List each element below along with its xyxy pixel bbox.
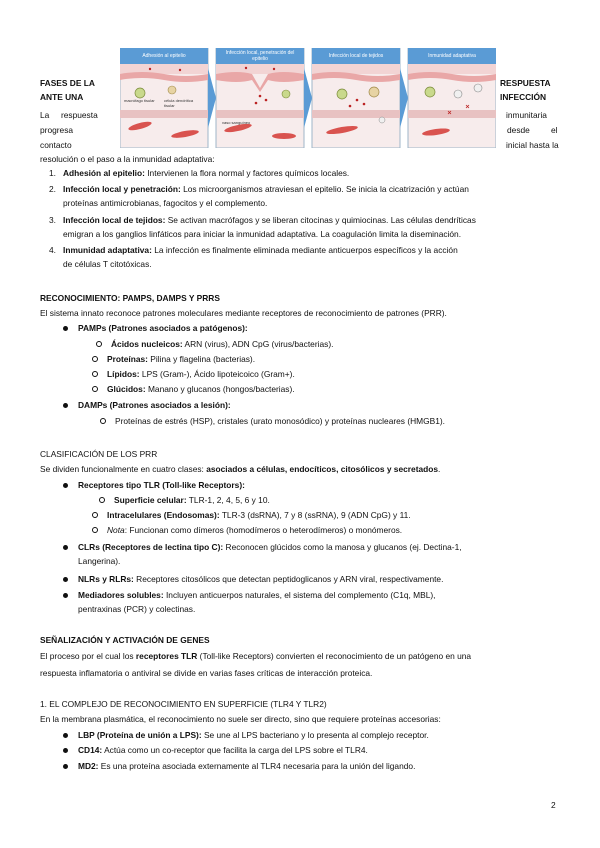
phase-2-number: 2. <box>49 184 56 194</box>
panel-4 <box>408 48 496 148</box>
intro-right-4a: desde <box>507 125 530 135</box>
circle-bullet-icon <box>92 371 98 377</box>
tlr-label: Receptores tipo TLR (Toll-like Receptors): <box>78 480 245 490</box>
circle-bullet-icon <box>100 418 106 424</box>
damps-subitem-1 <box>115 414 445 428</box>
cd14-item <box>78 743 368 757</box>
bullet-icon <box>63 577 68 582</box>
phase-item-4 <box>49 243 563 271</box>
section-3-subintro: En la membrana plasmática, el reconocimiento no suele ser directo, sino que requiere proteínas accesorias: <box>40 714 441 724</box>
md2-text: Es una proteína asociada externamente al TLR4 necesaria para la unión del ligando. <box>98 761 416 771</box>
section-1-intro: El sistema innato reconoce patrones moleculares mediante receptores de reconocimiento de patrones (PRR). <box>40 308 447 318</box>
phase-3-text: Se activan macrófagos y se liberan citocinas y quimiocinas. Las células dendríticas <box>165 215 476 225</box>
nlr-text: Receptores citosólicos que detectan peptidoglicanos y ARN viral, respectivamente. <box>133 574 444 584</box>
pamps-subitem-1-text: ARN (virus), ADN CpG (virus/bacterias). <box>182 339 334 349</box>
phase-item-1 <box>49 166 563 180</box>
bullet-icon <box>63 403 68 408</box>
intro-right-2: INFECCIÓN <box>500 92 547 102</box>
md2-label: MD2: <box>78 761 99 771</box>
pamps-subitem-2-text: Pilina y flagelina (bacterias). <box>147 354 256 364</box>
section-2-heading: CLASIFICACIÓN DE LOS PRR <box>40 449 158 459</box>
bullet-icon <box>63 483 68 488</box>
intro-left-3: La respuesta <box>40 110 98 120</box>
clr-item <box>78 540 568 568</box>
pamps-subitem-4-label: Glúcidos: <box>107 384 146 394</box>
infection-phases-figure <box>120 48 496 148</box>
circle-bullet-icon <box>92 512 98 518</box>
phase-2-title: Infección local y penetración: <box>63 184 181 194</box>
phase-4-title: Inmunidad adaptativa: <box>63 245 152 255</box>
section-3-p1-rest: (Toll-like Receptors) convierten el reconocimiento de un patógeno en una <box>197 651 472 661</box>
circle-bullet-icon <box>92 386 98 392</box>
pamps-subitem-3-label: Lípidos: <box>107 369 140 379</box>
intro-left-4: progresa <box>40 125 74 135</box>
phase-2-text: Los microorganismos atraviesan el epitelio. Se inicia la cicatrización y actúan <box>180 184 469 194</box>
circle-bullet-icon <box>92 356 98 362</box>
intro-right-1: RESPUESTA <box>500 78 551 88</box>
bullet-icon <box>63 326 68 331</box>
lbp-item <box>78 728 429 742</box>
section-3-p1-bold: receptores TLR <box>135 651 198 661</box>
pamps-subitem-4-text: Manano y glucanos (hongos/bacterias). <box>145 384 295 394</box>
tlr-subitem-1-text: TLR-1, 2, 4, 5, 6 y 10. <box>186 495 270 505</box>
phase-3-title: Infección local de tejidos: <box>63 215 166 225</box>
section-2-intro-text: Se dividen funcionalmente en cuatro clases: <box>40 464 207 474</box>
bullet-icon <box>63 748 68 753</box>
intro-line-6: resolución o el paso a la inmunidad adaptativa: <box>40 154 215 164</box>
pamps-subitem-2-label: Proteínas: <box>107 354 148 364</box>
intro-right-3: inmunitaria <box>506 110 547 120</box>
section-3-heading: SEÑALIZACIÓN Y ACTIVACIÓN DE GENES <box>40 635 210 645</box>
pamps-subitem-3 <box>107 367 295 381</box>
panel-2-title: Infección local, penetración del epitelio <box>216 48 304 64</box>
pamps-subitem-3-text: LPS (Gram-), Ácido lipoteicoico (Gram+). <box>139 369 295 379</box>
phase-4-cont: de células T citotóxicas. <box>63 259 152 269</box>
phase-3-number: 3. <box>49 215 56 225</box>
tlr-item <box>78 478 245 492</box>
cd14-label: CD14: <box>78 745 103 755</box>
panel-1 <box>120 48 208 148</box>
nlr-item <box>78 572 443 586</box>
tlr-subitem-2 <box>107 508 411 522</box>
page-number: 2 <box>551 800 556 810</box>
md2-item <box>78 759 415 773</box>
pamps-label: PAMPs (Patrones asociados a patógenos): <box>78 323 248 333</box>
section-3-subheading: 1. EL COMPLEJO DE RECONOCIMIENTO EN SUPERFICIE (TLR4 Y TLR2) <box>40 699 327 709</box>
intro-right-5: inicial hasta la <box>506 140 559 150</box>
phase-3-cont: emigran a los ganglios linfáticos para iniciar la inmunidad adaptativa. La coagulación limita la diseminación. <box>63 229 462 239</box>
section-2-intro <box>40 462 440 476</box>
circle-bullet-icon <box>92 527 98 533</box>
tlr-subitem-1 <box>114 493 270 507</box>
panel-3 <box>312 48 400 148</box>
panel-4-title: Inmunidad adaptativa <box>408 48 496 64</box>
cd14-text: Actúa como un co-receptor que facilita la carga del LPS sobre el TLR4. <box>102 745 368 755</box>
circle-bullet-icon <box>99 497 105 503</box>
clr-label: CLRs (Receptores de lectina tipo C): <box>78 542 224 552</box>
clr-text: Reconocen glúcidos como la manosa y glucanos (ej. Dectina-1, <box>223 542 462 552</box>
tlr-subitem-3-note: Nota <box>107 525 125 535</box>
clr-cont: Langerina). <box>78 556 121 566</box>
intro-left-5: contacto <box>40 140 72 150</box>
mediators-item <box>78 588 568 616</box>
tlr-subitem-3-text: : Funcionan como dímeros (homodímeros o heterodímeros) o monómeros. <box>124 525 403 535</box>
tlr-subitem-2-text: TLR-3 (dsRNA), 7 y 8 (ssRNA), 9 (ADN CpG) y 11. <box>219 510 411 520</box>
tlr-subitem-3 <box>107 523 402 537</box>
section-1-heading: RECONOCIMIENTO: PAMPS, DAMPS Y PRRS <box>40 293 220 303</box>
tlr-subitem-2-label: Intracelulares (Endosomas): <box>107 510 220 520</box>
bullet-icon <box>63 593 68 598</box>
circle-bullet-icon <box>96 341 102 347</box>
lbp-text: Se une al LPS bacteriano y lo presenta al complejo receptor. <box>201 730 429 740</box>
nlr-label: NLRs y RLRs: <box>78 574 134 584</box>
bullet-icon <box>63 545 68 550</box>
section-2-intro-bold: asociados a células, endocíticos, citosólicos y secretados <box>206 464 439 474</box>
bullet-icon <box>63 733 68 738</box>
pamps-subitem-1 <box>111 337 333 351</box>
section-2-intro-end: . <box>438 464 441 474</box>
damps-item <box>78 398 231 412</box>
mediators-text: Incluyen anticuerpos naturales, el sistema del complemento (C1q, MBL), <box>163 590 436 600</box>
pamps-subitem-1-label: Ácidos nucleicos: <box>111 339 183 349</box>
intro-left-2: ANTE UNA <box>40 92 84 102</box>
section-3-p1-start: El proceso por el cual los <box>40 651 136 661</box>
phase-item-2 <box>49 182 563 210</box>
pamps-subitem-2 <box>107 352 255 366</box>
bullet-icon <box>63 764 68 769</box>
phase-item-3 <box>49 213 563 241</box>
lbp-label: LBP (Proteína de unión a LPS): <box>78 730 202 740</box>
pamps-subitem-4 <box>107 382 295 396</box>
damps-subitem-1-text: Proteínas de estrés (HSP), cristales (urato monosódico) y proteínas nucleares (HMGB1). <box>115 416 446 426</box>
panel-2 <box>216 48 304 148</box>
phase-4-number: 4. <box>49 245 56 255</box>
intro-right-4b: el <box>551 125 558 135</box>
phase-1-title: Adhesión al epitelio: <box>63 168 145 178</box>
mediators-cont: pentraxinas (PCR) y colectinas. <box>78 604 196 614</box>
phase-1-text: Intervienen la flora normal y factores químicos locales. <box>144 168 350 178</box>
tlr-subitem-1-label: Superficie celular: <box>114 495 187 505</box>
panel-2-label-1: vaso sanguíneo <box>222 120 251 125</box>
panel-3-title: Infección local de tejidos <box>312 48 400 64</box>
intro-left-1: FASES DE LA <box>40 78 95 88</box>
phase-2-cont: proteínas antimicrobianas, fagocitos y el complemento. <box>63 198 268 208</box>
section-3-p1-cont: respuesta inflamatoria o antiviral se divide en varias fases críticas de interacción proteica. <box>40 668 373 678</box>
panel-1-label-2: célula dendrítica tisular <box>164 98 194 108</box>
phase-4-text: La infección es finalmente eliminada mediante anticuerpos específicos y la acción <box>151 245 458 255</box>
section-3-paragraph <box>40 649 565 680</box>
damps-label: DAMPs (Patrones asociados a lesión): <box>78 400 231 410</box>
mediators-label: Mediadores solubles: <box>78 590 164 600</box>
panel-1-title: Adhesión al epitelio <box>120 48 208 64</box>
panel-1-label-1: macrófago tisular <box>124 98 155 103</box>
phase-1-number: 1. <box>49 168 56 178</box>
pamps-item <box>78 321 248 335</box>
